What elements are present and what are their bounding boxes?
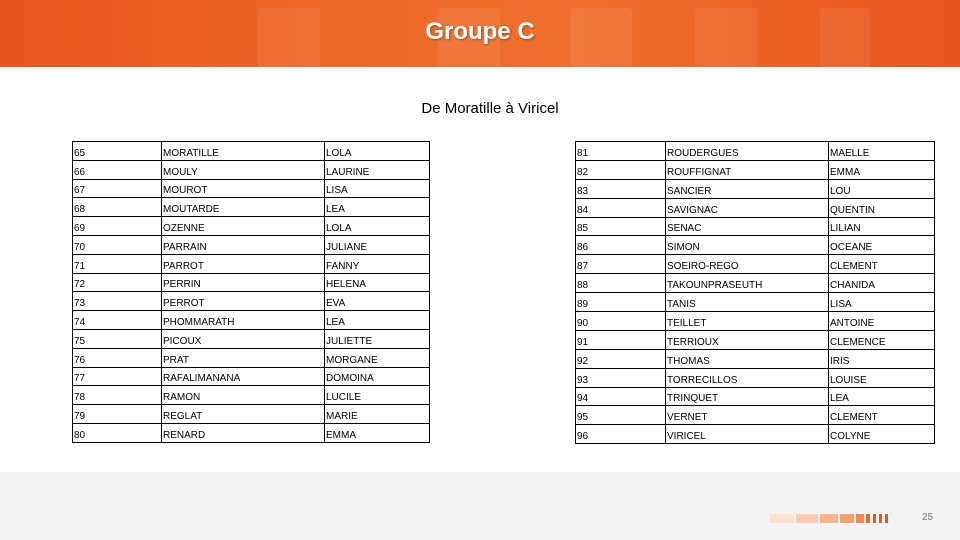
last-name: PRAT <box>162 348 325 367</box>
last-name: PARRAIN <box>162 235 325 254</box>
table-row <box>73 273 430 292</box>
table-row <box>576 160 935 179</box>
row-number: 87 <box>576 255 666 274</box>
first-name: DOMOINA <box>325 367 430 386</box>
row-number: 94 <box>576 387 666 406</box>
table-row <box>73 217 430 236</box>
table-row <box>73 179 430 198</box>
row-number: 83 <box>576 179 666 198</box>
table-row <box>576 387 935 406</box>
table-row <box>73 235 430 254</box>
table-row <box>73 367 430 386</box>
first-name: EVA <box>325 292 430 311</box>
last-name: TANIS <box>666 293 829 312</box>
table-row <box>576 198 935 217</box>
last-name: PERRIN <box>162 273 325 292</box>
last-name: VIRICEL <box>666 425 829 444</box>
row-number: 68 <box>73 198 162 217</box>
row-number: 96 <box>576 425 666 444</box>
table-row <box>576 274 935 293</box>
first-name: LISA <box>829 293 935 312</box>
last-name: RAFALIMANANA <box>162 367 325 386</box>
last-name: MOUROT <box>162 179 325 198</box>
table-row <box>73 386 430 405</box>
footer-mark <box>820 514 838 523</box>
first-name: HELENA <box>325 273 430 292</box>
last-name: TORRECILLOS <box>666 368 829 387</box>
table-row <box>73 292 430 311</box>
footer-mark <box>856 514 864 523</box>
row-number: 81 <box>576 142 666 161</box>
table-row <box>576 293 935 312</box>
first-name: LOU <box>829 179 935 198</box>
first-name: OCEANE <box>829 236 935 255</box>
last-name: SENAC <box>666 217 829 236</box>
table-row <box>576 312 935 331</box>
footer <box>0 472 960 540</box>
table-row <box>576 330 935 349</box>
last-name: SIMON <box>666 236 829 255</box>
last-name: SAVIGNAC <box>666 198 829 217</box>
last-name: SANCIER <box>666 179 829 198</box>
last-name: MOUTARDE <box>162 198 325 217</box>
first-name: EMMA <box>829 160 935 179</box>
table-row <box>576 255 935 274</box>
last-name: TAKOUNPRASEUTH <box>666 274 829 293</box>
last-name: TERRIOUX <box>666 330 829 349</box>
table-row <box>73 198 430 217</box>
first-name: COLYNE <box>829 425 935 444</box>
first-name: ANTOINE <box>829 312 935 331</box>
row-number: 73 <box>73 292 162 311</box>
row-number: 79 <box>73 405 162 424</box>
row-number: 78 <box>73 386 162 405</box>
last-name: VERNET <box>666 406 829 425</box>
first-name: LEA <box>829 387 935 406</box>
last-name: THOMAS <box>666 349 829 368</box>
row-number: 95 <box>576 406 666 425</box>
footer-mark <box>866 514 870 523</box>
footer-mark <box>885 514 888 523</box>
last-name: MOULY <box>162 160 325 179</box>
row-number: 77 <box>73 367 162 386</box>
last-name: REGLAT <box>162 405 325 424</box>
last-name: TEILLET <box>666 312 829 331</box>
row-number: 84 <box>576 198 666 217</box>
page-number: 25 <box>921 512 934 523</box>
row-number: 82 <box>576 160 666 179</box>
row-number: 75 <box>73 329 162 348</box>
table-row <box>73 329 430 348</box>
table-row <box>576 179 935 198</box>
first-name: FANNY <box>325 254 430 273</box>
first-name: LOUISE <box>829 368 935 387</box>
footer-mark <box>879 514 882 523</box>
first-name: LISA <box>325 179 430 198</box>
header-band <box>0 0 960 67</box>
row-number: 92 <box>576 349 666 368</box>
row-number: 71 <box>73 254 162 273</box>
row-number: 76 <box>73 348 162 367</box>
row-number: 90 <box>576 312 666 331</box>
first-name: LOLA <box>325 142 430 161</box>
table-row <box>576 368 935 387</box>
table-row <box>73 348 430 367</box>
first-name: JULIANE <box>325 235 430 254</box>
first-name: LEA <box>325 198 430 217</box>
row-number: 86 <box>576 236 666 255</box>
first-name: EMMA <box>325 423 430 442</box>
row-number: 91 <box>576 330 666 349</box>
first-name: CLEMENT <box>829 255 935 274</box>
table-row <box>73 254 430 273</box>
row-number: 80 <box>73 423 162 442</box>
last-name: OZENNE <box>162 217 325 236</box>
first-name: CLEMENCE <box>829 330 935 349</box>
row-number: 85 <box>576 217 666 236</box>
table-row <box>73 405 430 424</box>
last-name: TRINQUET <box>666 387 829 406</box>
row-number: 74 <box>73 311 162 330</box>
table-row <box>73 423 430 442</box>
row-number: 66 <box>73 160 162 179</box>
table-row <box>576 425 935 444</box>
last-name: PICOUX <box>162 329 325 348</box>
first-name: MAELLE <box>829 142 935 161</box>
first-name: LUCILE <box>325 386 430 405</box>
last-name: ROUFFIGNAT <box>666 160 829 179</box>
last-name: RENARD <box>162 423 325 442</box>
row-number: 69 <box>73 217 162 236</box>
table-row <box>576 142 935 161</box>
first-name: JULIETTE <box>325 329 430 348</box>
first-name: CHANIDA <box>829 274 935 293</box>
row-number: 67 <box>73 179 162 198</box>
first-name: LAURINE <box>325 160 430 179</box>
footer-mark <box>796 514 818 523</box>
last-name: MORATILLE <box>162 142 325 161</box>
row-number: 70 <box>73 235 162 254</box>
last-name: PARROT <box>162 254 325 273</box>
first-name: MORGANE <box>325 348 430 367</box>
footer-mark <box>873 514 876 523</box>
student-table-right <box>575 141 935 444</box>
first-name: MARIE <box>325 405 430 424</box>
table-row <box>576 217 935 236</box>
first-name: LOLA <box>325 217 430 236</box>
first-name: LILIAN <box>829 217 935 236</box>
last-name: SOEIRO-REGO <box>666 255 829 274</box>
footer-mark <box>770 514 794 523</box>
last-name: ROUDERGUES <box>666 142 829 161</box>
first-name: QUENTIN <box>829 198 935 217</box>
last-name: PERROT <box>162 292 325 311</box>
footer-mark <box>840 514 854 523</box>
page-title: Groupe C <box>425 18 535 45</box>
last-name: PHOMMARATH <box>162 311 325 330</box>
table-row <box>576 406 935 425</box>
table-row <box>576 349 935 368</box>
row-number: 72 <box>73 273 162 292</box>
first-name: CLEMENT <box>829 406 935 425</box>
subtitle: De Moratille à Viricel <box>421 100 559 117</box>
row-number: 89 <box>576 293 666 312</box>
first-name: IRIS <box>829 349 935 368</box>
last-name: RAMON <box>162 386 325 405</box>
row-number: 93 <box>576 368 666 387</box>
first-name: LEA <box>325 311 430 330</box>
table-row <box>73 142 430 161</box>
row-number: 88 <box>576 274 666 293</box>
table-row <box>73 160 430 179</box>
table-row <box>576 236 935 255</box>
table-row <box>73 311 430 330</box>
row-number: 65 <box>73 142 162 161</box>
student-table-left <box>72 141 430 443</box>
